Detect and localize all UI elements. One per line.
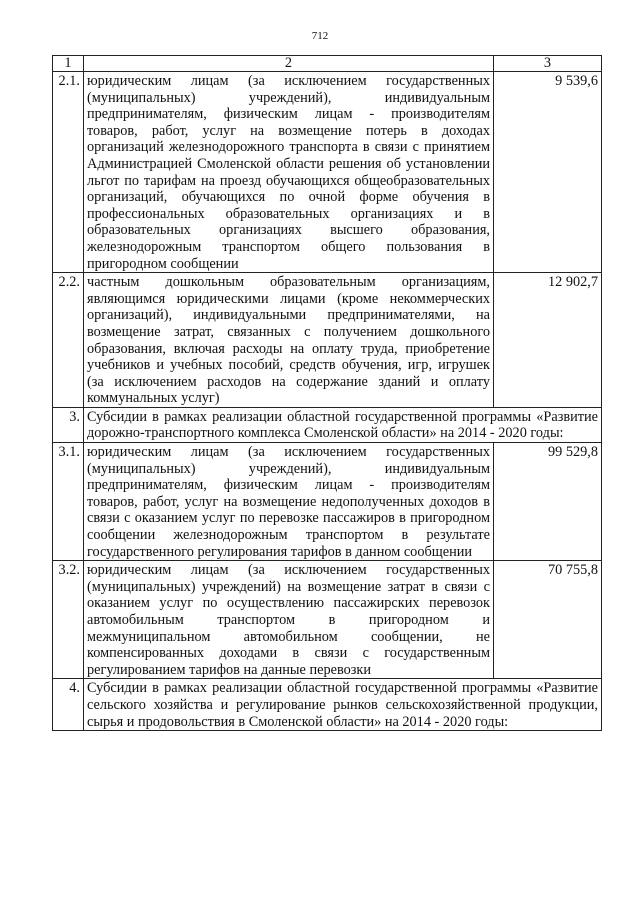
row-amount: 9 539,6 [494,72,602,273]
row-number: 2.2. [53,273,84,408]
page-number: 712 [311,30,329,42]
table-row [53,443,602,561]
row-amount: 99 529,8 [494,443,602,561]
row-number: 3.2. [53,561,84,679]
row-number: 3. [53,407,84,442]
row-amount: 12 902,7 [494,273,602,408]
table-row [53,273,602,408]
column-header: 2 [84,56,494,72]
row-description: частным дошкольным образовательным организациям, являющимся юридическими лицами (кроме некоммерческих организаций), индивидуальными предпринимателями, на возмещение затрат, связанных с получением дошкольного образования, включая расходы на оплату труда, приобретение учебников и учебных пособий, средств обучения, игр, игрушек (за исключением расходов на содержание зданий и оплату коммунальных услуг) [84,273,494,408]
row-description: юридическим лицам (за исключением государственных (муниципальных) учреждений) на возмещение затрат в связи с оказанием услуг по осуществлению пассажирских перевозок автомобильным транспортом в пригородном и межмуниципальном автомобильном сообщении, не компенсированных доходами в связи с государственным регулированием тарифов на данные перевозки [84,561,494,679]
section-heading: Субсидии в рамках реализации областной государственной программы «Развитие сельского хозяйства и регулирование рынков сельскохозяйственной продукции, сырья и продовольствия в Смоленской области» на 2014 - 2020 годы: [84,679,602,731]
row-description: юридическим лицам (за исключением государственных (муниципальных) учреждений), индивидуальным предпринимателям, физическим лицам - производителям товаров, работ, услуг на возмещение недополученных доходов в связи с оказанием услуг по перевозке пассажиров в пригородном сообщении железнодорожным транспортом в результате государственного регулирования тарифов в данном сообщении [84,443,494,561]
table-row [53,679,602,731]
column-header: 3 [494,56,602,72]
budget-table [52,55,602,731]
table-row [53,72,602,273]
row-number: 3.1. [53,443,84,561]
section-heading: Субсидии в рамках реализации областной государственной программы «Развитие дорожно-транспортного комплекса Смоленской области» на 2014 - 2020 годы: [84,407,602,442]
row-number: 2.1. [53,72,84,273]
row-amount: 70 755,8 [494,561,602,679]
table-header-row [53,56,602,72]
table-row [53,407,602,442]
column-header: 1 [53,56,84,72]
row-number: 4. [53,679,84,731]
table-row [53,561,602,679]
row-description: юридическим лицам (за исключением государственных (муниципальных) учреждений), индивидуальным предпринимателям, физическим лицам - производителям товаров, работ, услуг на возмещение потерь в доходах организаций железнодорожного транспорта в связи с принятием Администрацией Смоленской области решения об установлении льгот по тарифам на проезд обучающихся общеобразовательных организаций, обучающихся по очной форме обучения в профессиональных образовательных организациях и в образовательных организациях высшего образования, железнодорожным транспортом общего пользования в пригородном сообщении [84,72,494,273]
